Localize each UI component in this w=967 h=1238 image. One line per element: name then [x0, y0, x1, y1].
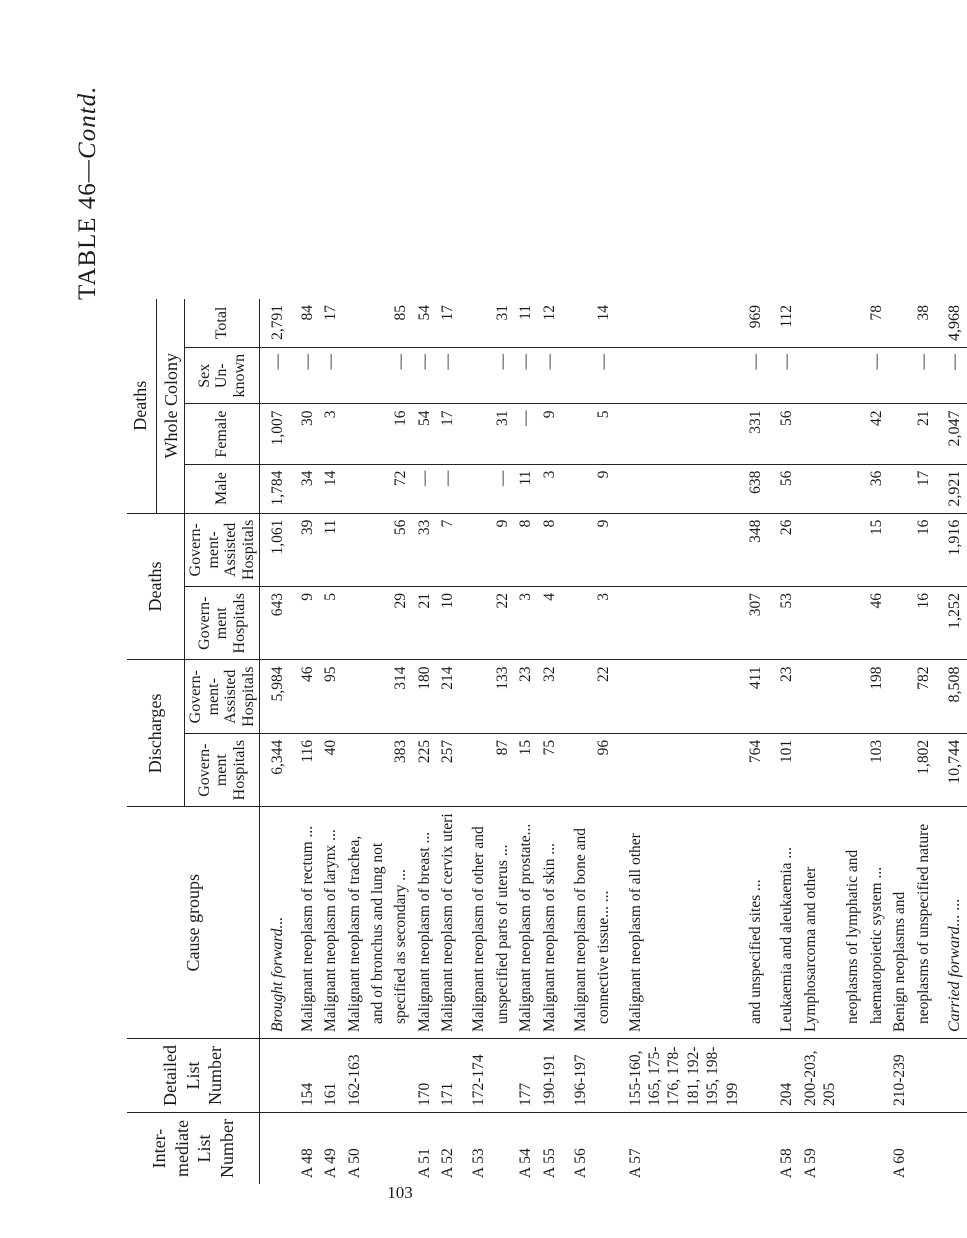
deaths-total — [366, 299, 389, 348]
deaths-male — [459, 464, 490, 513]
detailed-list-number — [912, 1039, 935, 1113]
deaths-assisted-hospitals: 1,061 — [260, 513, 296, 586]
discharges-gov-hospitals — [343, 733, 366, 806]
deaths-female: 331 — [744, 404, 767, 464]
deaths-male: 72 — [389, 464, 412, 513]
discharges-assisted-hospitals: 411 — [744, 660, 767, 733]
deaths-female — [366, 404, 389, 464]
deaths-female — [841, 404, 864, 464]
deaths-gov-hospitals: 3 — [514, 587, 537, 660]
cause-group: Carried forward... ... — [935, 807, 967, 1039]
deaths-male — [561, 464, 592, 513]
discharges-gov-hospitals: 87 — [491, 733, 514, 806]
deaths-female: 21 — [912, 404, 935, 464]
intermediate-list-number: A 60 — [888, 1113, 911, 1184]
statistics-table-wrapper — [127, 299, 967, 1184]
deaths-sex-unknown: — — [260, 347, 296, 404]
detailed-list-number: 196-197 — [561, 1039, 592, 1113]
deaths-gov-hospitals: 16 — [912, 587, 935, 660]
deaths-gov-hospitals — [616, 587, 744, 660]
deaths-assisted-hospitals: 8 — [538, 513, 561, 586]
header-deaths-gov: Govern-ment Hospitals — [185, 587, 260, 660]
header-deaths-assisted: Govern-ment-Assisted Hospitals — [185, 513, 260, 586]
detailed-list-number: 162-163 — [343, 1039, 366, 1113]
deaths-sex-unknown: — — [592, 347, 615, 404]
deaths-female — [343, 404, 366, 464]
deaths-total: 17 — [439, 304, 456, 321]
deaths-assisted-hospitals: 9 — [592, 513, 615, 586]
intermediate-list-number: A 48 — [296, 1113, 319, 1184]
deaths-total — [888, 299, 911, 348]
deaths-male: 3 — [538, 464, 561, 513]
header-deaths-label: Deaths — [130, 380, 150, 431]
cause-group: Brought forward... — [260, 807, 296, 1039]
deaths-assisted-hospitals — [888, 513, 911, 586]
table-row — [538, 299, 561, 1184]
discharges-assisted-hospitals: 32 — [538, 660, 561, 733]
deaths-female — [799, 404, 842, 464]
discharges-assisted-hospitals — [561, 660, 592, 733]
cause-group: Malignant neoplasm of prostate... — [514, 807, 537, 1039]
cause-group: unspecified parts of uterus ... — [491, 807, 514, 1039]
deaths-female: 17 — [436, 404, 459, 464]
discharges-gov-hospitals: 103 — [865, 733, 888, 806]
statistics-table — [127, 299, 967, 1184]
table-row — [841, 299, 864, 1184]
deaths-total — [561, 299, 592, 348]
deaths-assisted-hospitals: 16 — [912, 513, 935, 586]
table-body — [260, 299, 967, 1184]
deaths-total: 2,791 — [269, 304, 287, 340]
discharges-gov-hospitals — [366, 733, 389, 806]
deaths-male: 9 — [592, 464, 615, 513]
deaths-female — [616, 404, 744, 464]
deaths-gov-hospitals: 1,252 — [935, 587, 967, 660]
detailed-list-number — [744, 1039, 767, 1113]
deaths-female: 16 — [389, 404, 412, 464]
deaths-total: 4,968 — [945, 304, 963, 341]
discharges-assisted-hospitals — [459, 660, 490, 733]
deaths-male — [616, 464, 744, 513]
intermediate-list-number — [260, 1113, 296, 1184]
discharges-assisted-hospitals: 133 — [491, 660, 514, 733]
deaths-assisted-hospitals: 33 — [413, 513, 436, 586]
discharges-gov-hospitals: 75 — [538, 733, 561, 806]
intermediate-list-number — [366, 1113, 389, 1184]
deaths-female: 42 — [865, 404, 888, 464]
deaths-gov-hospitals — [366, 587, 389, 660]
deaths-assisted-hospitals — [561, 513, 592, 586]
header-sex-unknown: Sex Un-known — [185, 347, 260, 404]
deaths-male: 36 — [865, 464, 888, 513]
deaths-gov-hospitals: 3 — [592, 587, 615, 660]
page-number: 103 — [387, 1183, 413, 1202]
intermediate-list-number — [592, 1113, 615, 1184]
discharges-assisted-hospitals — [799, 660, 842, 733]
cause-group: specified as secondary ... — [389, 807, 412, 1039]
discharges-assisted-hospitals: 22 — [592, 660, 615, 733]
intermediate-list-number: A 51 — [413, 1113, 436, 1184]
detailed-list-number: 170 — [413, 1039, 436, 1113]
discharges-assisted-hospitals: 23 — [767, 660, 798, 733]
detailed-list-number: 210-239 — [888, 1039, 911, 1113]
cause-group: Benign neoplasms and — [888, 807, 911, 1039]
deaths-male: 34 — [296, 464, 319, 513]
table-row — [459, 299, 490, 1184]
deaths-total — [343, 299, 366, 348]
deaths-male: — — [413, 464, 436, 513]
header-whole-colony: Whole Colony — [156, 299, 183, 513]
header-male: Male — [185, 464, 260, 513]
deaths-female: 9 — [538, 404, 561, 464]
deaths-gov-hospitals: 21 — [413, 587, 436, 660]
discharges-assisted-hospitals: 8,508 — [935, 660, 967, 733]
deaths-total — [616, 299, 744, 348]
deaths-assisted-hospitals: 348 — [744, 513, 767, 586]
discharges-gov-hospitals: 96 — [592, 733, 615, 806]
table-row — [514, 299, 537, 1184]
intermediate-list-number: A 57 — [616, 1113, 744, 1184]
detailed-list-number — [260, 1039, 296, 1113]
discharges-gov-hospitals — [799, 733, 842, 806]
intermediate-list-number: A 53 — [459, 1113, 490, 1184]
cause-group: Malignant neoplasm of all other — [616, 807, 744, 1039]
table-row — [744, 299, 767, 1184]
table-row — [799, 299, 842, 1184]
deaths-female — [459, 404, 490, 464]
deaths-male: 17 — [912, 464, 935, 513]
deaths-sex-unknown: — — [389, 347, 412, 404]
header-intermediate: Inter-mediate List Number — [127, 1113, 260, 1184]
detailed-list-number — [366, 1039, 389, 1113]
discharges-gov-hospitals: 257 — [436, 733, 459, 806]
discharges-gov-hospitals — [616, 733, 744, 806]
deaths-sex-unknown: — — [491, 347, 514, 404]
discharges-gov-hospitals: 1,802 — [912, 733, 935, 806]
deaths-gov-hospitals: 9 — [296, 587, 319, 660]
deaths-gov-hospitals: 4 — [538, 587, 561, 660]
deaths-assisted-hospitals: 39 — [296, 513, 319, 586]
deaths-assisted-hospitals: 9 — [491, 513, 514, 586]
discharges-assisted-hospitals: 5,984 — [260, 660, 296, 733]
deaths-gov-hospitals — [459, 587, 490, 660]
deaths-female: 3 — [319, 404, 342, 464]
deaths-assisted-hospitals — [366, 513, 389, 586]
discharges-gov-hospitals: 116 — [296, 733, 319, 806]
deaths-sex-unknown — [841, 347, 864, 404]
discharges-assisted-hospitals: 214 — [436, 660, 459, 733]
cause-group: connective tissue... ... — [592, 807, 615, 1039]
deaths-sex-unknown — [888, 347, 911, 404]
deaths-total: 54 — [415, 304, 433, 321]
header-detailed: Detailed List Number — [127, 1039, 260, 1113]
deaths-total: 78 — [867, 304, 885, 321]
deaths-sex-unknown: — — [413, 347, 436, 404]
deaths-assisted-hospitals: 56 — [389, 513, 412, 586]
deaths-female: 54 — [413, 404, 436, 464]
header-cause-groups: Cause groups — [127, 807, 260, 1039]
discharges-gov-hospitals: 6,344 — [260, 733, 296, 806]
page-title — [74, 86, 102, 300]
deaths-total — [799, 299, 842, 348]
discharges-gov-hospitals: 764 — [744, 733, 767, 806]
detailed-list-number — [935, 1039, 967, 1113]
header-discharges-gov: Govern-ment Hospitals — [185, 733, 260, 806]
deaths-sex-unknown — [799, 347, 842, 404]
deaths-male — [343, 464, 366, 513]
deaths-female: — — [514, 404, 537, 464]
discharges-gov-hospitals: 101 — [767, 733, 798, 806]
cause-group: Malignant neoplasm of cervix uteri — [436, 807, 459, 1039]
detailed-list-number: 155-160, 165, 175-176, 178-181, 192-195, 198-199 — [616, 1039, 744, 1113]
intermediate-list-number — [389, 1113, 412, 1184]
deaths-total: 31 — [493, 304, 511, 321]
detailed-list-number: 190-191 — [538, 1039, 561, 1113]
table-row — [413, 299, 436, 1184]
deaths-total: 112 — [778, 304, 796, 328]
cause-group: Malignant neoplasm of breast ... — [413, 807, 436, 1039]
deaths-assisted-hospitals — [616, 513, 744, 586]
table-row — [491, 299, 514, 1184]
deaths-assisted-hospitals: 15 — [865, 513, 888, 586]
deaths-assisted-hospitals — [841, 513, 864, 586]
header-discharges: Discharges — [127, 660, 185, 807]
cause-group: Malignant neoplasm of larynx ... — [319, 807, 342, 1039]
table-row — [767, 299, 798, 1184]
cause-group: Malignant neoplasm of rectum ... — [296, 807, 319, 1039]
deaths-total — [459, 299, 490, 348]
table-row — [592, 299, 615, 1184]
deaths-sex-unknown: — — [319, 347, 342, 404]
intermediate-list-number: A 52 — [436, 1113, 459, 1184]
discharges-assisted-hospitals — [841, 660, 864, 733]
deaths-female: 2,047 — [935, 404, 967, 464]
discharges-assisted-hospitals: 782 — [912, 660, 935, 733]
deaths-male: 1,784 — [260, 464, 296, 513]
header-discharges-assisted: Govern-ment-Assisted Hospitals — [185, 660, 260, 733]
deaths-male — [841, 464, 864, 513]
detailed-list-number: 204 — [767, 1039, 798, 1113]
deaths-gov-hospitals — [561, 587, 592, 660]
deaths-assisted-hospitals — [343, 513, 366, 586]
deaths-sex-unknown: — — [436, 347, 459, 404]
intermediate-list-number — [744, 1113, 767, 1184]
intermediate-list-number: A 49 — [319, 1113, 342, 1184]
intermediate-list-number: A 55 — [538, 1113, 561, 1184]
deaths-female: 31 — [491, 404, 514, 464]
deaths-gov-hospitals: 5 — [319, 587, 342, 660]
deaths-gov-hospitals: 46 — [865, 587, 888, 660]
table-row — [935, 299, 967, 1184]
discharges-gov-hospitals: 383 — [389, 733, 412, 806]
deaths-sex-unknown: — — [744, 347, 767, 404]
deaths-gov-hospitals: 10 — [436, 587, 459, 660]
discharges-gov-hospitals: 225 — [413, 733, 436, 806]
deaths-assisted-hospitals: 26 — [767, 513, 798, 586]
deaths-sex-unknown: — — [767, 347, 798, 404]
header-deaths-whole-colony — [127, 299, 185, 513]
table-row — [296, 299, 319, 1184]
header-total: Total — [185, 299, 260, 348]
intermediate-list-number: A 56 — [561, 1113, 592, 1184]
detailed-list-number — [592, 1039, 615, 1113]
deaths-female: 5 — [592, 404, 615, 464]
detailed-list-number: 161 — [319, 1039, 342, 1113]
deaths-gov-hospitals: 29 — [389, 587, 412, 660]
cause-group: Malignant neoplasm of bone and — [561, 807, 592, 1039]
deaths-sex-unknown — [343, 347, 366, 404]
discharges-gov-hospitals — [888, 733, 911, 806]
deaths-total — [841, 299, 864, 348]
deaths-total: 17 — [322, 304, 340, 321]
deaths-male: 56 — [767, 464, 798, 513]
cause-group: and unspecified sites ... — [744, 807, 767, 1039]
intermediate-list-number — [841, 1113, 864, 1184]
deaths-assisted-hospitals — [459, 513, 490, 586]
deaths-male — [888, 464, 911, 513]
table-row — [319, 299, 342, 1184]
deaths-gov-hospitals — [841, 587, 864, 660]
deaths-assisted-hospitals — [799, 513, 842, 586]
table-row — [343, 299, 366, 1184]
cause-group: haematopoietic system ... — [865, 807, 888, 1039]
cause-group: Malignant neoplasm of skin ... — [538, 807, 561, 1039]
deaths-sex-unknown — [616, 347, 744, 404]
cause-group: Leukaemia and aleukaemia ... — [767, 807, 798, 1039]
intermediate-list-number — [935, 1113, 967, 1184]
table-row — [260, 299, 296, 1184]
detailed-list-number — [491, 1039, 514, 1113]
deaths-male: — — [491, 464, 514, 513]
deaths-male: 2,921 — [935, 464, 967, 513]
deaths-total: 84 — [298, 304, 316, 321]
discharges-assisted-hospitals: 46 — [296, 660, 319, 733]
deaths-sex-unknown — [459, 347, 490, 404]
deaths-male: — — [436, 464, 459, 513]
discharges-gov-hospitals — [841, 733, 864, 806]
discharges-assisted-hospitals: 314 — [389, 660, 412, 733]
discharges-assisted-hospitals — [343, 660, 366, 733]
detailed-list-number: 154 — [296, 1039, 319, 1113]
deaths-sex-unknown: — — [935, 347, 967, 404]
intermediate-list-number: A 50 — [343, 1113, 366, 1184]
deaths-gov-hospitals — [343, 587, 366, 660]
cause-group: Malignant neoplasm of other and — [459, 807, 490, 1039]
deaths-sex-unknown: — — [538, 347, 561, 404]
deaths-female — [561, 404, 592, 464]
deaths-total: 38 — [914, 304, 932, 321]
detailed-list-number — [841, 1039, 864, 1113]
deaths-sex-unknown — [561, 347, 592, 404]
deaths-total: 969 — [746, 304, 764, 329]
deaths-gov-hospitals: 643 — [260, 587, 296, 660]
intermediate-list-number — [865, 1113, 888, 1184]
discharges-assisted-hospitals — [366, 660, 389, 733]
deaths-sex-unknown: — — [912, 347, 935, 404]
intermediate-list-number: A 58 — [767, 1113, 798, 1184]
deaths-assisted-hospitals: 11 — [319, 513, 342, 586]
table-row — [616, 299, 744, 1184]
discharges-gov-hospitals — [561, 733, 592, 806]
deaths-female: 56 — [767, 404, 798, 464]
discharges-gov-hospitals — [459, 733, 490, 806]
header-deaths-hospitals: Deaths — [127, 513, 185, 660]
deaths-male: 14 — [319, 464, 342, 513]
table-row — [865, 299, 888, 1184]
table-row — [389, 299, 412, 1184]
deaths-gov-hospitals: 22 — [491, 587, 514, 660]
table-row — [366, 299, 389, 1184]
cause-group: neoplasms of lymphatic and — [841, 807, 864, 1039]
intermediate-list-number — [491, 1113, 514, 1184]
cause-group: neoplasms of unspecified nature — [912, 807, 935, 1039]
discharges-gov-hospitals: 40 — [319, 733, 342, 806]
detailed-list-number — [865, 1039, 888, 1113]
cause-group: Malignant neoplasm of trachea, — [343, 807, 366, 1039]
discharges-gov-hospitals: 10,744 — [935, 733, 967, 806]
discharges-assisted-hospitals — [616, 660, 744, 733]
discharges-assisted-hospitals: 95 — [319, 660, 342, 733]
detailed-list-number: 200-203, 205 — [799, 1039, 842, 1113]
table-row — [436, 299, 459, 1184]
detailed-list-number — [389, 1039, 412, 1113]
deaths-gov-hospitals: 307 — [744, 587, 767, 660]
deaths-male: 638 — [744, 464, 767, 513]
deaths-total: 12 — [540, 304, 558, 321]
discharges-assisted-hospitals: 180 — [413, 660, 436, 733]
table-title: TABLE 46 — [74, 182, 101, 300]
deaths-sex-unknown: — — [514, 347, 537, 404]
deaths-total: 14 — [595, 304, 613, 321]
table-row — [912, 299, 935, 1184]
deaths-gov-hospitals: 53 — [767, 587, 798, 660]
cause-group: Lymphosarcoma and other — [799, 807, 842, 1039]
deaths-total: 85 — [392, 304, 410, 321]
intermediate-list-number: A 54 — [514, 1113, 537, 1184]
detailed-list-number: 171 — [436, 1039, 459, 1113]
deaths-female — [888, 404, 911, 464]
deaths-sex-unknown — [366, 347, 389, 404]
deaths-gov-hospitals — [888, 587, 911, 660]
table-title-suffix: —Contd. — [74, 85, 101, 183]
discharges-assisted-hospitals — [888, 660, 911, 733]
discharges-assisted-hospitals: 23 — [514, 660, 537, 733]
header-female: Female — [185, 404, 260, 464]
deaths-male — [366, 464, 389, 513]
deaths-gov-hospitals — [799, 587, 842, 660]
deaths-male: 11 — [514, 464, 537, 513]
deaths-female: 1,007 — [260, 404, 296, 464]
deaths-sex-unknown: — — [865, 347, 888, 404]
discharges-assisted-hospitals: 198 — [865, 660, 888, 733]
detailed-list-number: 172-174 — [459, 1039, 490, 1113]
deaths-sex-unknown: — — [296, 347, 319, 404]
deaths-assisted-hospitals: 1,916 — [935, 513, 967, 586]
deaths-total: 11 — [517, 304, 535, 320]
discharges-gov-hospitals: 15 — [514, 733, 537, 806]
cause-group: and of bronchus and lung not — [366, 807, 389, 1039]
deaths-assisted-hospitals: 7 — [436, 513, 459, 586]
detailed-list-number: 177 — [514, 1039, 537, 1113]
intermediate-list-number: A 59 — [799, 1113, 842, 1184]
deaths-female: 30 — [296, 404, 319, 464]
table-row — [888, 299, 911, 1184]
deaths-male — [799, 464, 842, 513]
deaths-assisted-hospitals: 8 — [514, 513, 537, 586]
table-row — [561, 299, 592, 1184]
intermediate-list-number — [912, 1113, 935, 1184]
